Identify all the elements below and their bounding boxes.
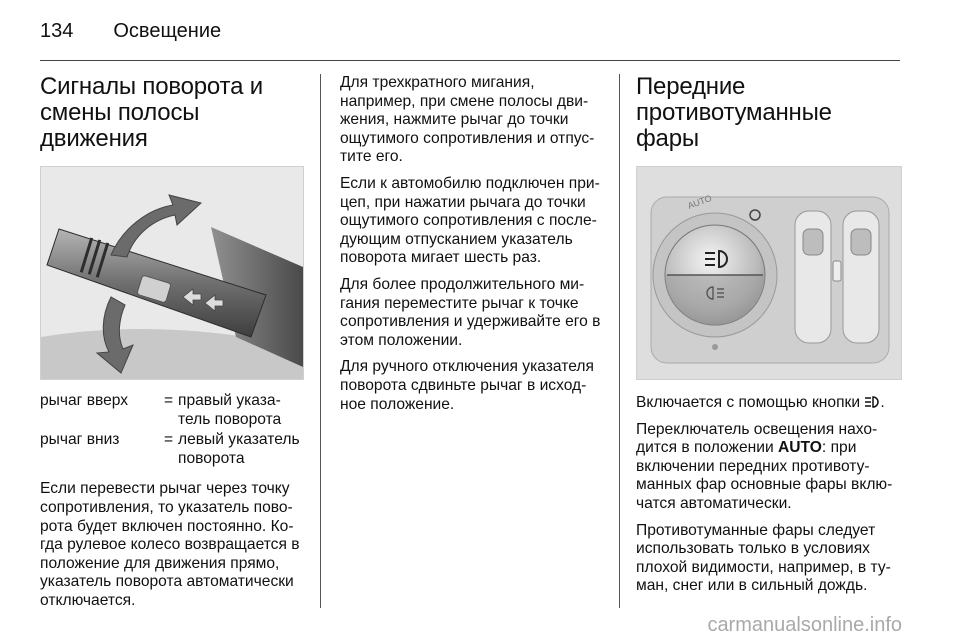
heading-line: противотуманные фары (636, 99, 832, 152)
page-header (40, 20, 221, 50)
definition-desc: правый указа-тель поворота (178, 392, 282, 428)
turn-signal-heading (40, 74, 302, 152)
definition-term: рычаг вниз (40, 431, 120, 449)
watermark: carmanualsonline.info (707, 614, 902, 636)
definition-row (40, 431, 302, 468)
paragraph-text: Переключатель освещения нахо-дится в положении (636, 420, 878, 457)
auto-keyword: AUTO (778, 439, 822, 457)
fog-lights-heading (636, 74, 900, 152)
light-switch-figure (636, 166, 902, 380)
paragraph: Если перевести рычаг через точку сопротивления, то указатель пово-рота будет включен постоянно. Ко-гда рулевое колесо возвращается в положение для движения прямо, указатель поворота автоматически отключается. (40, 480, 300, 609)
definition-eq: = (164, 431, 174, 449)
lever-illustration (41, 167, 303, 379)
definition-term: рычаг вверх (40, 392, 129, 409)
paragraph: Для трехкратного мигания, например, при смене полосы дви-жения, нажмите рычаг до точки ощутимого сопротивления и отпус-тите его. (340, 74, 595, 166)
column-divider-2 (619, 74, 620, 608)
paragraph: Если к автомобилю подключен при-цеп, при нажатии рычага до точки ощутимого сопротивления с после-дующим отпусканием указатель поворота мигает шесть раз. (340, 174, 600, 267)
column-3 (636, 74, 900, 604)
auto-label: AUTO (686, 192, 714, 211)
page-number: 134 (40, 20, 74, 42)
front-fog-button-icon (864, 395, 880, 409)
paragraph (636, 394, 900, 413)
definition-row (40, 392, 302, 429)
column-divider-1 (320, 74, 321, 608)
heading-line: Передние (636, 73, 746, 100)
section-title: Освещение (113, 20, 222, 42)
turn-signal-lever-figure (40, 166, 304, 380)
lever-definitions (40, 392, 302, 468)
column-1 (40, 74, 302, 619)
paragraph: Для более продолжительного ми-гания переместите рычаг к точке сопротивления и удерживайте его в этом положении. (340, 275, 601, 349)
paragraph-text: . (880, 394, 885, 411)
heading-line: Сигналы поворота и (40, 73, 263, 100)
column-2 (340, 74, 602, 422)
paragraph-text: Включается с помощью кнопки (636, 394, 861, 411)
paragraph: Для ручного отключения указателя поворота сдвиньте рычаг в исход-ное положение. (340, 358, 594, 413)
header-rule (40, 60, 900, 61)
definition-desc: левый указатель поворота (178, 431, 300, 467)
heading-line: смены полосы движения (40, 99, 200, 152)
definition-eq: = (164, 392, 174, 409)
paragraph-text: : при включении передних противоту-манных фар основные фары вклю-чатся автоматически. (636, 439, 893, 512)
paragraph (636, 421, 900, 514)
light-switch-illustration (637, 167, 901, 379)
paragraph: Противотуманные фары следует использовать только в условиях плохой видимости, например, в ту-ман, снег или в сильный дождь. (636, 521, 891, 595)
